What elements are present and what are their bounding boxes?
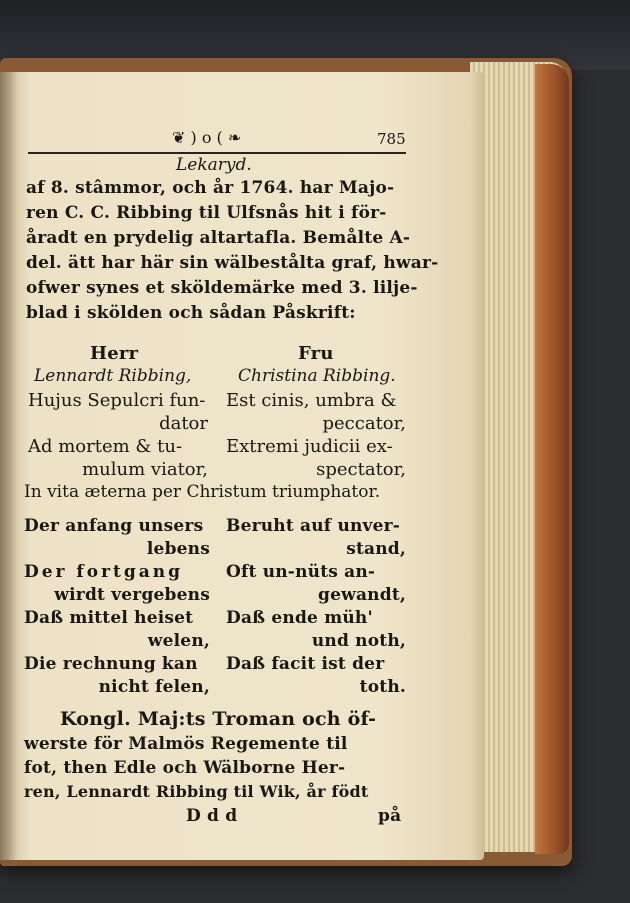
inscription-right-line: spectator, xyxy=(316,459,406,480)
verse-right-line: und noth, xyxy=(311,631,406,651)
verse-right-line: toth. xyxy=(359,677,406,697)
inscription-right-line: peccator, xyxy=(322,413,406,434)
verse-left-line: nicht felen, xyxy=(98,677,210,697)
header-rule xyxy=(28,152,406,154)
paragraph-line: fot, then Edle och Wälborne Her- xyxy=(24,758,346,778)
verse-left-line: welen, xyxy=(147,631,210,651)
verse-right-line: Oft un-nüts an- xyxy=(226,562,376,582)
paragraph-line: af 8. stâmmor, och år 1764. har Majo- xyxy=(26,178,395,198)
paragraph-line: werste för Malmös Regemente til xyxy=(24,734,348,754)
verse-right-line: Beruht auf unver- xyxy=(226,516,401,536)
book-spine-edge xyxy=(535,64,569,854)
inscription-closing: In vita æterna per Christum triumphator. xyxy=(24,482,381,502)
inscription-right-line: Est cinis, umbra & xyxy=(226,390,397,411)
running-title: Lekaryd. xyxy=(176,155,252,175)
paragraph-line: del. ätt har här sin wälbestålta graf, hwar- xyxy=(26,253,439,273)
inscription-left-name: Lennardt Ribbing, xyxy=(34,366,192,386)
paragraph-line: åradt en prydelig altartafla. Bemålte A- xyxy=(26,228,411,248)
inscription-left-line: dator xyxy=(159,413,208,434)
verse-right-line: Daß facit ist der xyxy=(226,654,385,674)
inscription-left-line: Hujus Sepulcri fun- xyxy=(28,390,206,411)
verse-left-line: Der anfang unsers xyxy=(24,516,204,536)
catchword: på xyxy=(378,806,402,826)
paragraph-line: Kongl. Maj:ts Troman och öf- xyxy=(60,708,377,730)
verse-left-line: wirdt vergebens xyxy=(54,585,210,605)
verse-right-line: Daß ende müh' xyxy=(226,608,373,628)
inscription-right-title: Fru xyxy=(298,343,334,364)
header-ornament: ❦ ) o ( ❧ xyxy=(172,128,242,147)
inscription-left-title: Herr xyxy=(90,343,139,364)
paragraph-line: blad i skölden och sådan Påskrift: xyxy=(26,303,356,323)
verse-left-line: lebens xyxy=(146,539,210,559)
verse-left-line: Der fortgang xyxy=(24,562,184,582)
paragraph-line: ren, Lennardt Ribbing til Wik, år födt xyxy=(24,782,369,801)
signature-mark: D d d xyxy=(186,806,238,826)
verse-left-line: Daß mittel heiset xyxy=(24,608,194,628)
verse-right-line: gewandt, xyxy=(318,585,406,605)
verse-right-line: stand, xyxy=(346,539,406,559)
page-number: 785 xyxy=(377,130,406,148)
verse-left-line: Die rechnung kan xyxy=(24,654,198,674)
inscription-right-line: Extremi judicii ex- xyxy=(226,436,393,457)
inscription-left-line: Ad mortem & tu- xyxy=(28,436,183,457)
inscription-left-line: mulum viator, xyxy=(82,459,208,480)
paragraph-line: ofwer synes et sköldemärke med 3. lilje- xyxy=(26,278,418,298)
gutter-shadow xyxy=(0,72,18,860)
paragraph-line: ren C. C. Ribbing til Ulfsnås hit i för- xyxy=(26,203,387,223)
inscription-right-name: Christina Ribbing. xyxy=(238,366,396,386)
